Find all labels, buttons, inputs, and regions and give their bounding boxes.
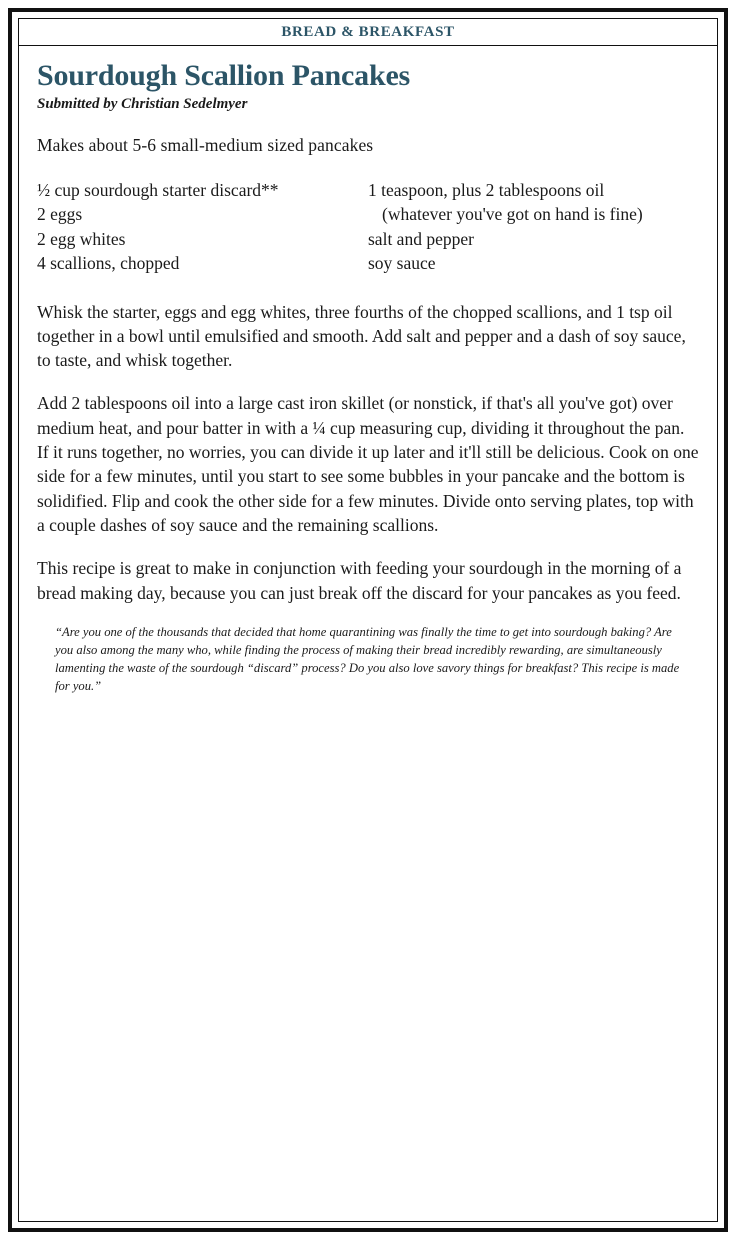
list-item: 2 egg whites [37,228,126,249]
list-item: ½ cup sourdough starter discard** [37,179,279,200]
list-item: 2 eggs [37,204,83,224]
ingredients-column-left [37,178,368,276]
recipe-attribution: Submitted by Christian Sedelmyer [37,95,248,112]
ingredients-column-right [368,178,699,276]
list-item: 1 teaspoon, plus 2 tablespoons oil [368,179,605,200]
instruction-step-2: Add 2 tablespoons oil into a large cast iron skillet (or nonstick, if that's all you've got) over medium heat, and pour batter in with a ¼ cup measuring cup, dividing it throughout the pan. If it runs together, no worries, you can divide it up later and it'll still be delicious. Cook on one side for a few minutes, until you start to see some bubbles in your pancake and the bottom is solidified. Flip and cook the other side for a few minutes. Divide onto serving plates, top with a couple dashes of soy sauce and the remaining scallions. [37,393,699,535]
list-item: salt and pepper [368,228,474,249]
ingredients-list [37,178,699,276]
instruction-step-1: Whisk the starter, eggs and egg whites, three fourths of the chopped scallions, and 1 tsp oil together in a bowl until emulsified and smooth. Add salt and pepper and a dash of soy sauce, to taste, and whisk together. [37,301,686,371]
page-outer-border [8,8,728,1232]
contributor-quote: “Are you one of the thousands that decided that home quarantining was finally the time to get into sourdough baking? Are you also among the many who, while finding the process of making their bread incredibly rewarding, are simultaneously lamenting the waste of the sourdough “discard” process? Do you also love savory things for breakfast? This recipe is made for you.” [55,624,680,693]
list-item: soy sauce [368,253,436,273]
section-header: BREAD & BREAKFAST [19,19,717,46]
list-item: (whatever you've got on hand is fine) [382,204,643,224]
page-inner-border [18,18,718,1222]
page-title: Sourdough Scallion Pancakes [37,59,411,92]
list-item: 4 scallions, chopped [37,253,180,273]
recipe-yield: Makes about 5-6 small-medium sized pancakes [37,134,374,155]
instruction-step-3: This recipe is great to make in conjunction with feeding your sourdough in the morning of a bread making day, because you can just break off the discard for your pancakes as you feed. [37,558,682,603]
